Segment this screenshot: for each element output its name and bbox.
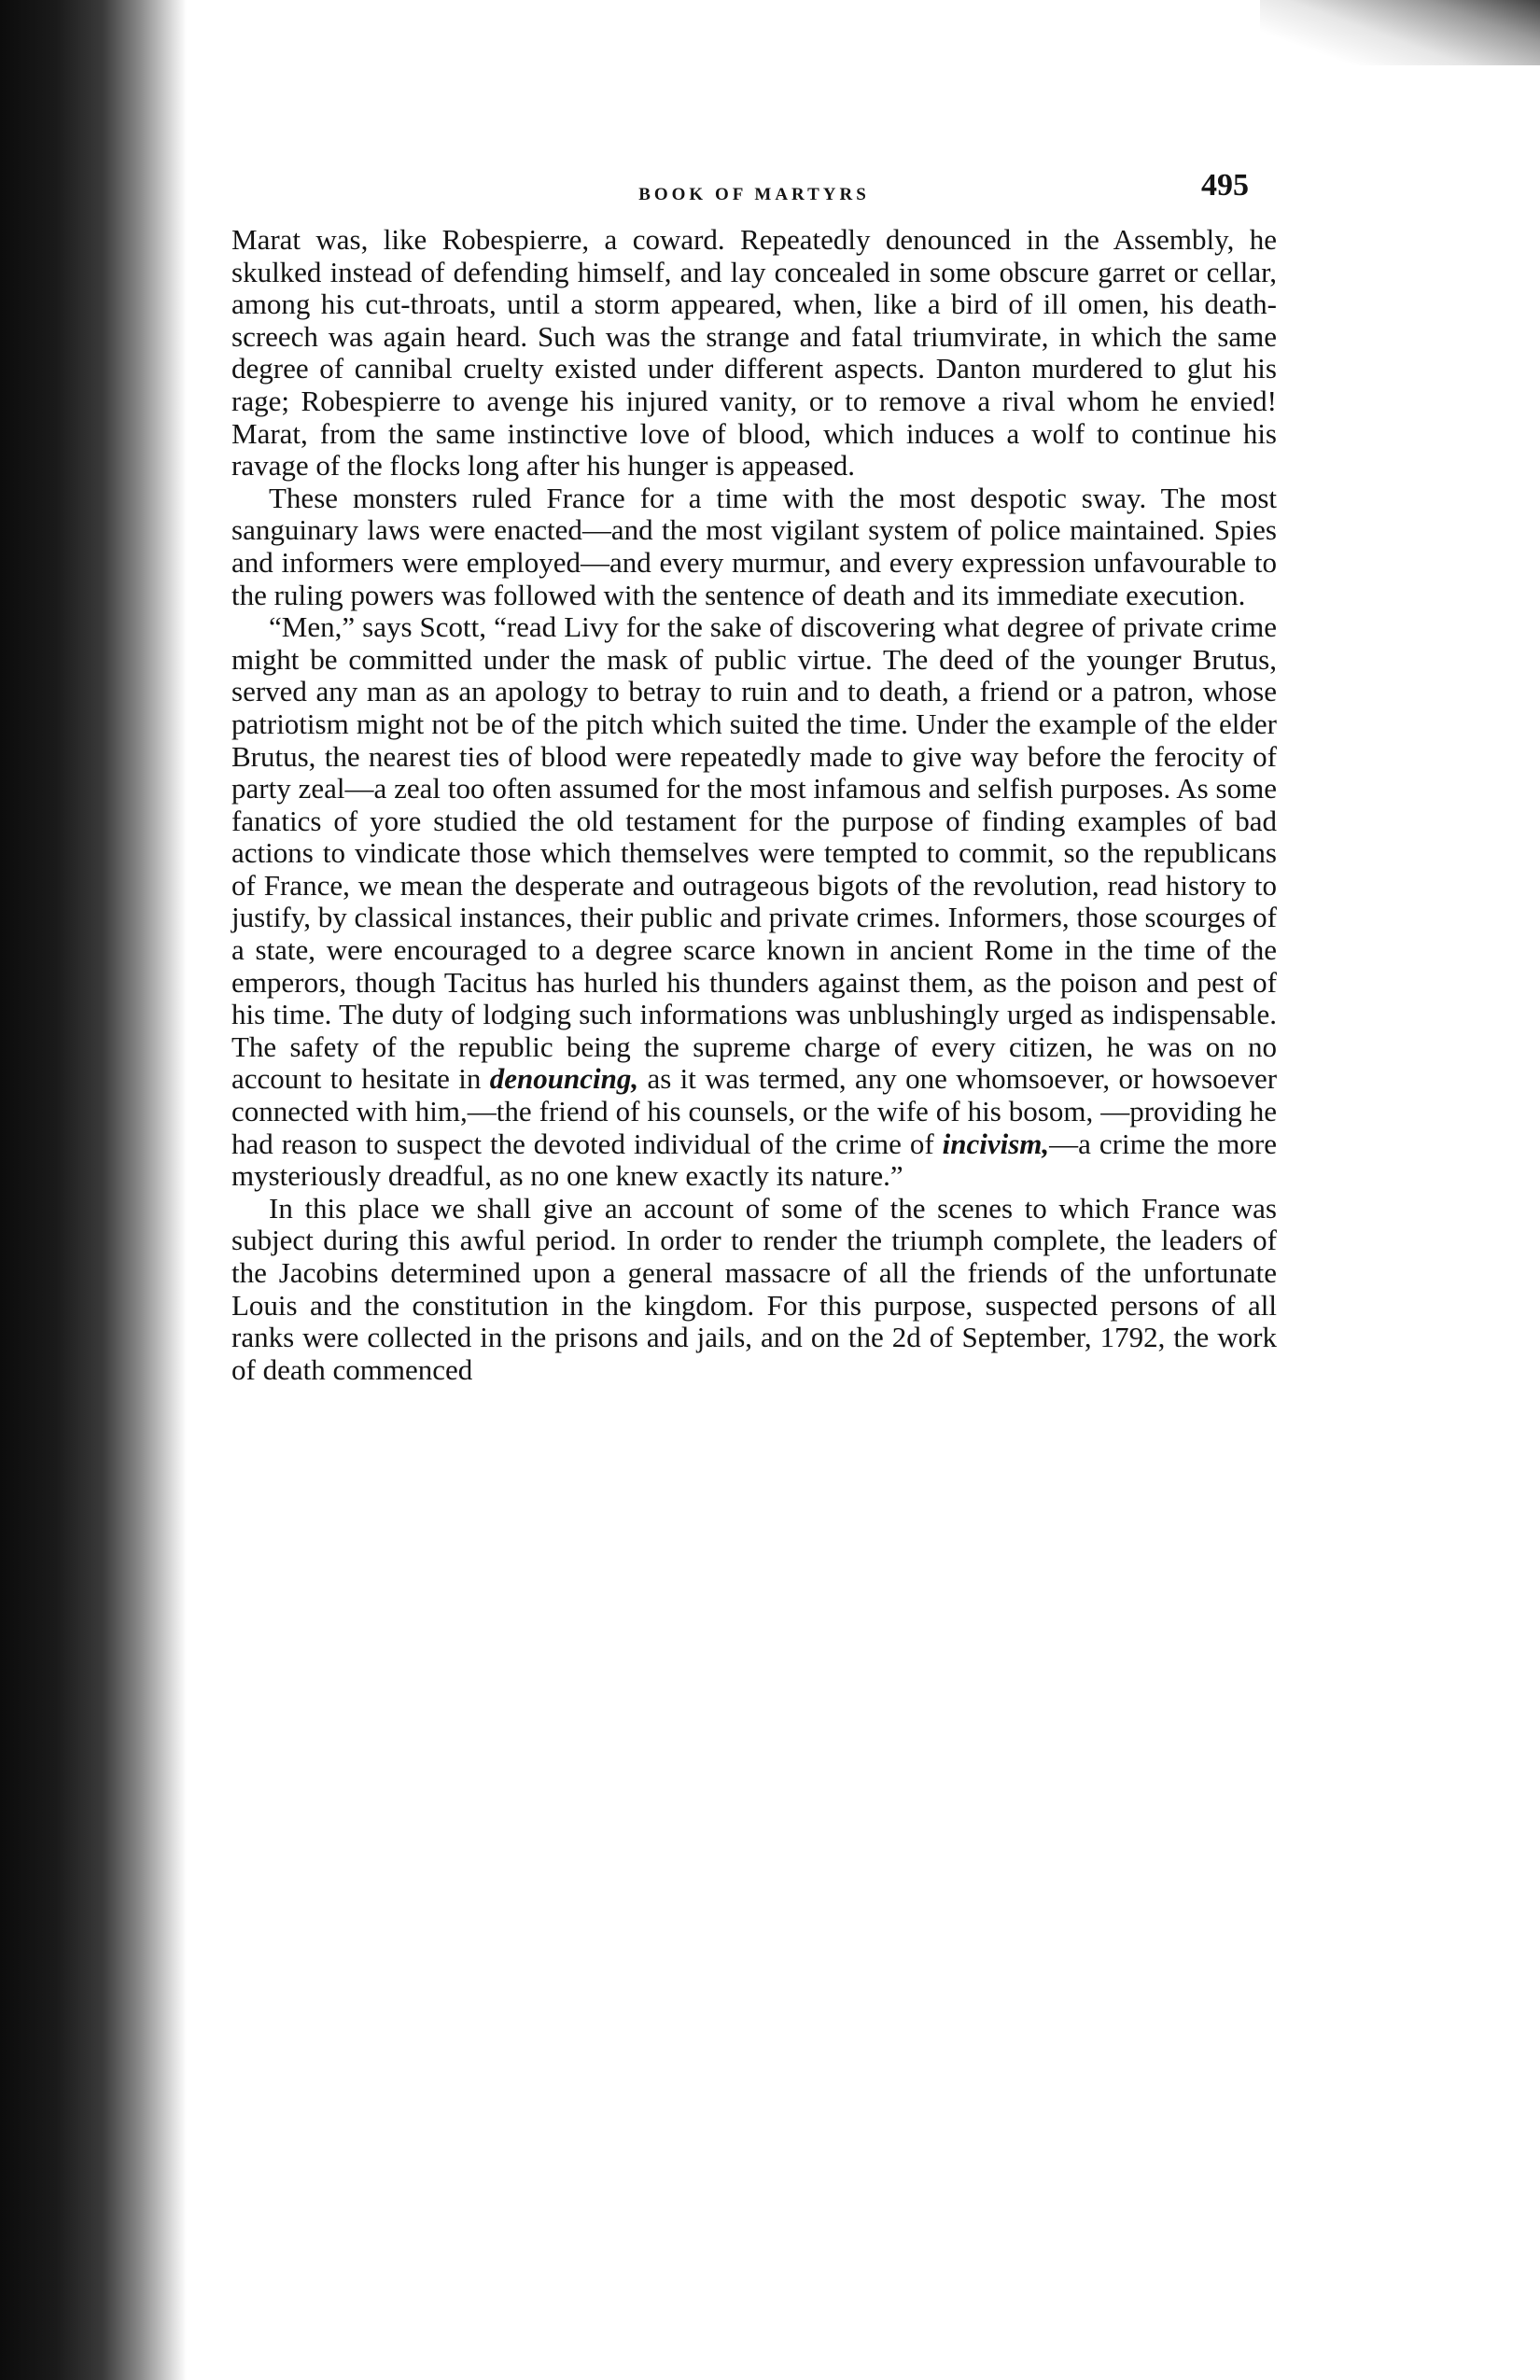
paragraph-3: [231, 611, 1277, 1193]
page-header: [231, 168, 1277, 224]
paragraph-3-part-a: “Men,” says Scott, “read Livy for the sake of discovering what degree of private crime might be committed under the mask of public virtue. The deed of the younger Brutus, served any man as an apology to betray to ruin and to death, a friend or a patron, whose patriotism might not be of the pitch which suited the time. Under the example of the elder Brutus, the nearest ties of blood were repeatedly made to give way before the ferocity of party zeal—a zeal too often assumed for the most infamous and selfish purposes. As some fanatics of yore studied the old testament for the purpose of finding examples of bad actions to vindicate those which themselves were tempted to commit, so the republicans of France, we mean the desperate and outrageous bigots of the revolution, read history to justify, by classical instances, their public and private crimes. Informers, those scourges of a state, were encouraged to a degree scarce known in ancient Rome in the time of the emperors, though Tacitus has hurled his thunders against them, as the poison and pest of his time. The duty of lodging such informations was unblushingly urged as indispensable. The safety of the republic being the supreme charge of every citizen, he was on no account to hesitate in: [231, 610, 1277, 1096]
running-title: BOOK OF MARTYRS: [638, 185, 870, 204]
page-number: 495: [1201, 168, 1249, 203]
paragraph-3-part-c: —a crime the more mysteriously dreadful, as no one knew exactly its nature.”: [231, 1127, 1277, 1193]
emphasis-incivism: incivism,: [942, 1127, 1050, 1160]
body-text: [231, 224, 1277, 1386]
emphasis-denouncing: denouncing,: [489, 1062, 639, 1096]
scan-edge-shadow: [0, 0, 187, 2380]
paragraph-2: These monsters ruled France for a time with the most despotic sway. The most sanguinary laws were enacted—and the most vigilant system of police maintained. Spies and informers were employed—and every murmur, and every expression unfavourable to the ruling powers was followed with the sentence of death and its immediate execution.: [231, 481, 1277, 611]
paragraph-3-part-b: as it was termed, any one whomsoever, or howsoever connected with him,—the friend of his counsels, or the wife of his bosom, —providing he had reason to suspect the devoted individual of the crime of: [231, 1062, 1278, 1160]
scan-corner-shadow: [1260, 0, 1540, 65]
paragraph-4: In this place we shall give an account of some of the scenes to which France was subject during this awful period. In order to render the triumph complete, the leaders of the Jacobins determined upon a general massacre of all the friends of the unfortunate Louis and the constitution in the kingdom. For this purpose, suspected persons of all ranks were collected in the prisons and jails, and on the 2d of September, 1792, the work of death commenced: [231, 1191, 1277, 1386]
book-page: [231, 168, 1277, 1386]
paragraph-1: Marat was, like Robespierre, a coward. Repeatedly denounced in the Assembly, he skulked instead of defending himself, and lay concealed in some obscure garret or cellar, among his cut-throats, until a storm appeared, when, like a bird of ill omen, his death-screech was again heard. Such was the strange and fatal triumvirate, in which the same degree of cannibal cruelty existed under different aspects. Danton murdered to glut his rage; Robespierre to avenge his injured vanity, or to remove a rival whom he envied! Marat, from the same instinctive love of blood, which induces a wolf to continue his ravage of the flocks long after his hunger is appeased.: [231, 223, 1277, 483]
